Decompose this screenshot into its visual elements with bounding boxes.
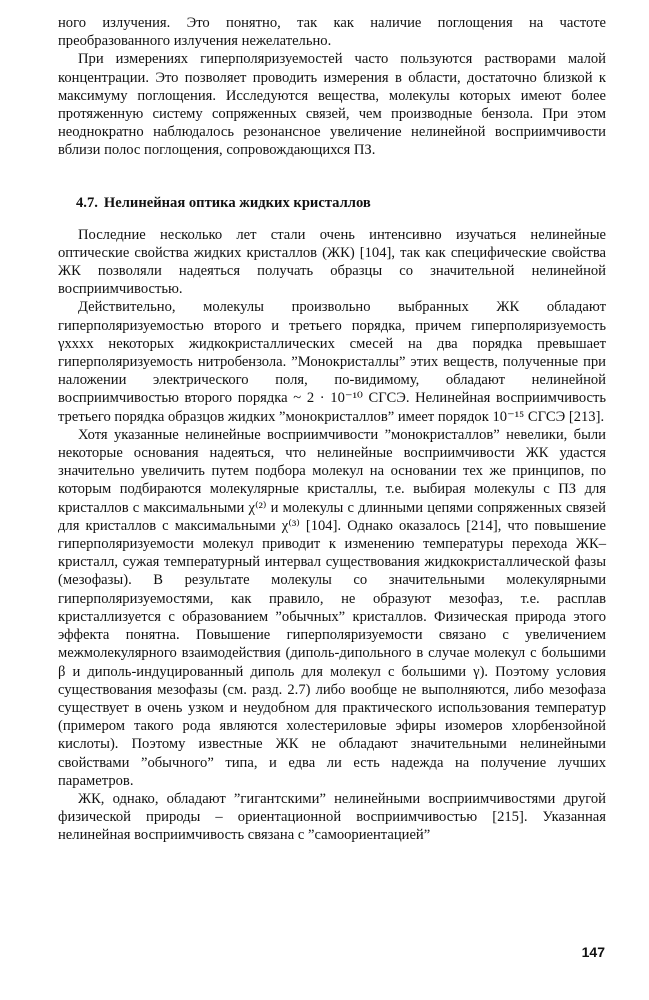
paragraph-continued: ного излучения. Это понятно, так как наличие поглощения на частоте преобразованного излучения нежелательно. — [58, 15, 606, 50]
paragraph-monocrystals: Хотя указанные нелинейные восприимчивости ”монокристаллов” невелики, были некоторые основания надеяться, что нелинейные восприимчивости ЖК удастся значительно увеличить путем подбора молекул на основании тех же принципов, по которым подбираются молекулярные кристаллы, т.е. выбирая молекулы с ПЗ для кристаллов с максимальными χ⁽²⁾ и молекулы с длинными цепями сопряженных связей для кристаллов с максимальными χ⁽³⁾ [104]. Однако оказалось [214], что повышение гиперполяризуемости молекул приводит к изменению температуры перехода ЖК–кристалл, сужая температурный интервал существования жидкокристаллической фазы (мезофазы). В результате молекулы со значительными молекулярными гиперполяризуемостями, как правило, не образуют мезофаз, т.е. расплав кристаллизуется с образованием ”обычных” кристаллов. Физическая природа этого эффекта понятна. Повышение гиперполяризуемости связано с увеличением межмолекулярного взаимодействия (диполь-дипольного в случае молекул с большими β и диполь-индуцированный диполь для молекул с большими γ). Поэтому условия существования мезофазы (см. разд. 2.7) либо вообще не выполняются, либо мезофаза существует в очень узком и неудобном для практического использования температур (примером такого рода являются холестериловые эфиры изомеров хлорбензойной кислоты). Поэтому известные ЖК не обладают значительными нелинейными свойствами ”обычного” типа, и едва ли есть надежда на получение лучших параметров. — [58, 426, 606, 789]
section-number: 4.7. — [76, 194, 98, 211]
paragraph-measurements: При измерениях гиперполяризуемостей часто пользуются растворами малой концентрации. Это позволяет проводить измерения в области, достаточно близкой к максимуму поглощения. Исследуются вещества, молекулы которых имеют более протяженную систему сопряженных связей, чем производные бензола. При этом неоднократно наблюдалось резонансное увеличение нелинейной восприимчивости вблизи полос поглощения, сопровождающихся ПЗ. — [58, 51, 606, 159]
paragraph-intro: Последние несколько лет стали очень интенсивно изучаться нелинейные оптические свойства жидких кристаллов (ЖК) [104], так как специфические свойства ЖК позволяли надеяться получать образцы со значительной нелинейной восприимчивостью. — [58, 226, 606, 298]
section-heading — [76, 194, 606, 212]
paragraph-hyperpolarizability: Действительно, молекулы произвольно выбранных ЖК обладают гиперполяризуемостью второго и третьего порядка, причем гиперполяризуемость γxxxx некоторых жидкокристаллических смесей на два порядка превышает гиперполяризуемость нитробензола. ”Монокристаллы” этих веществ, полученные при наложении электрического поля, по-видимому, обладают нелинейной восприимчивостью второго порядка ~ 2 · 10⁻¹⁰ СГСЭ. Нелинейная восприимчивость третьего порядка образцов жидких ”монокристаллов” имеет порядок 10⁻¹⁵ СГСЭ [213]. — [58, 299, 606, 425]
page-number: 147 — [581, 944, 605, 960]
page-body — [58, 14, 606, 845]
paragraph-giant-nonlinearity: ЖК, однако, обладают ”гигантскими” нелинейными восприимчивостями другой физической природы – ориентационной восприимчивостью [215]. Указанная нелинейная восприимчивость связана с ”самоориентацией” — [58, 790, 606, 844]
section-title: Нелинейная оптика жидких кристаллов — [103, 194, 371, 211]
